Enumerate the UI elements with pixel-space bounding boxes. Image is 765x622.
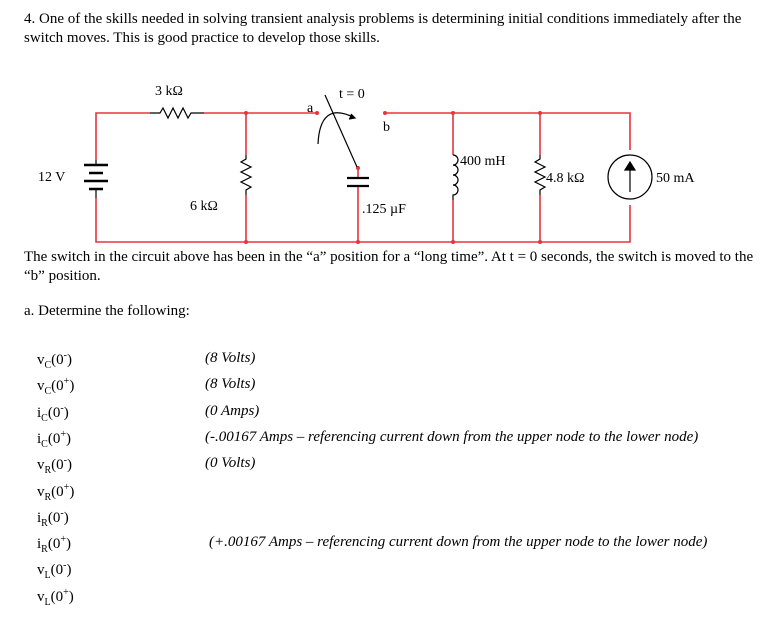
superscript: + — [63, 376, 70, 388]
problem-description: The switch in the circuit above has been in the “a” position for a “long time”. At t = 0 seconds, the switch is moved to the “b” position. — [24, 249, 754, 284]
var: i — [37, 536, 42, 553]
var: v — [37, 483, 45, 500]
superscript: - — [60, 507, 64, 519]
time: 0 — [55, 588, 64, 605]
subscript: L — [44, 596, 51, 608]
quantity-label: $v_R(0^-)$ — [37, 455, 73, 477]
quantity-label: $v_L(0^+)$ — [37, 586, 74, 608]
answer: (0 Volts) — [205, 455, 256, 472]
current-source — [608, 155, 652, 199]
quantity-label: $i_C(0^+)$ — [37, 428, 71, 450]
label-r1: 3 kΩ — [155, 84, 183, 99]
superscript: - — [63, 560, 67, 572]
subscript: L — [44, 570, 51, 582]
label-switch-time: t = 0 — [339, 87, 365, 102]
part-a-heading: a. Determine the following: — [24, 303, 190, 319]
inductor — [453, 155, 458, 200]
superscript: + — [63, 586, 69, 598]
var: i — [37, 509, 42, 526]
var: v — [37, 378, 45, 395]
junction-dots — [244, 111, 542, 244]
superscript: + — [63, 481, 70, 493]
time: 0 — [52, 509, 61, 526]
time: 0 — [52, 404, 61, 421]
time: 0 — [56, 457, 64, 474]
quantity-label: $v_C(0^-)$ — [37, 350, 73, 371]
time: 0 — [52, 536, 61, 553]
subscript: C — [44, 360, 52, 371]
label-r3: 4.8 kΩ — [546, 171, 585, 186]
answer: (8 Volts) — [205, 376, 256, 393]
answer: (0 Amps) — [205, 402, 260, 419]
battery — [84, 160, 108, 198]
time: 0 — [56, 352, 64, 368]
var: i — [37, 430, 42, 447]
resistor-4-8k — [535, 155, 545, 195]
subscript: C — [41, 438, 48, 450]
subscript: R — [44, 491, 52, 503]
resistor-6k — [241, 155, 251, 195]
subscript: C — [44, 386, 52, 398]
time: 0 — [52, 430, 61, 447]
answer: (8 Volts) — [205, 350, 256, 366]
subscript: R — [41, 517, 48, 529]
answer: (-.00167 Amps – referencing current down from the upper node to the lower node) — [205, 428, 699, 445]
subscript: R — [44, 465, 52, 477]
time: 0 — [55, 562, 64, 579]
quantity-label: $v_C(0^+)$ — [37, 376, 75, 398]
quantity-label: $v_R(0^+)$ — [37, 481, 75, 503]
label-r2: 6 kΩ — [190, 199, 218, 214]
label-source-i: 50 mA — [656, 171, 695, 186]
var: i — [37, 404, 42, 421]
quantity-label: $v_L(0^-)$ — [37, 560, 72, 582]
time: 0 — [56, 483, 64, 500]
label-source-v: 12 V — [38, 170, 66, 185]
superscript: + — [60, 428, 66, 440]
quantity-label: $i_R(0^-)$ — [37, 507, 69, 529]
quantity-label: $i_C(0^-)$ — [37, 402, 69, 424]
var: v — [37, 352, 45, 368]
superscript: - — [63, 455, 68, 467]
var: v — [37, 457, 45, 474]
subscript: R — [41, 544, 48, 556]
var: v — [37, 588, 45, 605]
problem-intro: 4. One of the skills needed in solving transient analysis problems is determining initial conditions immediately after the switch moves. This is good practice to develop those skills. — [24, 11, 742, 46]
answer: (+.00167 Amps – referencing current down from the upper node to the lower node) — [209, 534, 708, 551]
superscript: + — [60, 534, 66, 546]
superscript: - — [60, 402, 64, 414]
switch-blade — [325, 95, 357, 167]
switch-arrow — [318, 113, 355, 144]
quantity-label: $i_R(0^+)$ — [37, 534, 71, 556]
label-capacitor: .125 µF — [362, 202, 406, 217]
label-pos-b: b — [383, 120, 390, 135]
subscript: C — [41, 412, 48, 424]
resistor-3k — [150, 108, 204, 118]
superscript: - — [63, 350, 68, 361]
var: v — [37, 562, 45, 579]
label-inductor: 400 mH — [460, 154, 506, 169]
capacitor — [347, 178, 369, 186]
time: 0 — [56, 378, 64, 395]
label-pos-a: a — [307, 101, 314, 116]
